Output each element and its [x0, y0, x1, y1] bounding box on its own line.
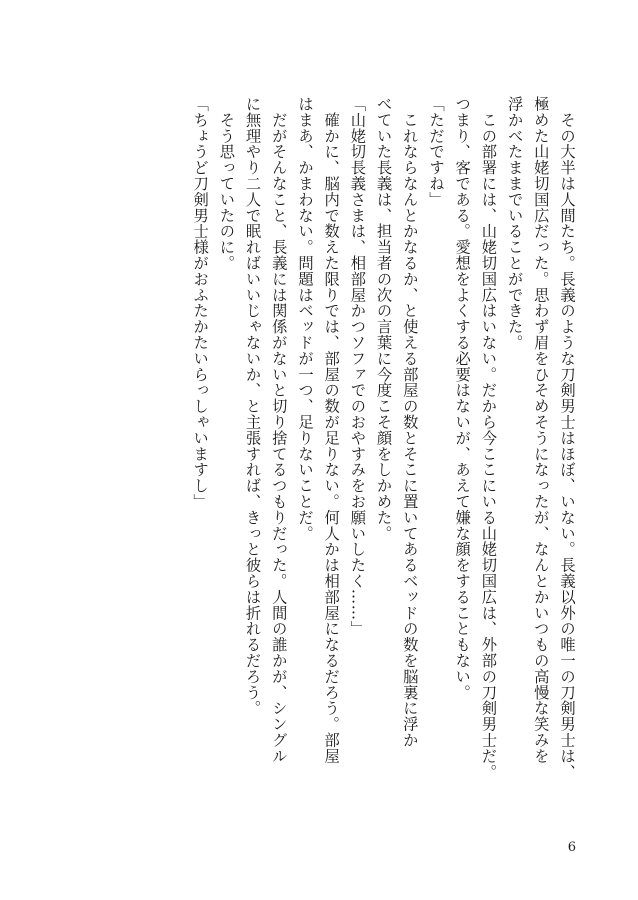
text-line: だがそんなこと、長義には関係がないと切り捨てるつもりだった。人間の誰かが、シングル [269, 96, 288, 764]
vertical-text-block [120, 96, 580, 786]
text-line: 浮かべたままでいることができた。 [505, 96, 524, 351]
text-line: つまり、客である。愛想をよくする必要はないが、あえて嫌な顔をすることもない。 [453, 96, 472, 701]
text-line: べていた長義は、担当者の次の言葉に今度こそ顔をしかめた。 [374, 96, 393, 542]
text-line: その大半は人間たち。長義のような刀剣男士はほぼ、いない。長義以外の唯一の刀剣男士は、 [558, 96, 576, 780]
text-line: この部署には、山姥切国広はいない。だから今ここにいる山姥切国広は、外部の刀剣男士だ。 [479, 96, 498, 780]
text-line: 「ただですね」 [426, 96, 445, 208]
page-number: 6 [567, 840, 576, 855]
text-line: 確かに、脳内で数えた限りでは、部屋の数が足りない。何人かは相部屋になるだろう。部屋 [322, 96, 341, 764]
text-line: 「ちょうど刀剣男士様がおふたかたいらっしゃいますし」 [191, 96, 210, 510]
text-line: に無理やり二人で眠ればいいじゃないか、と主張すれば、きっと彼らは折れるだろう。 [243, 96, 262, 717]
text-line: 「山姥切長義さまは、相部屋かつソファでのおやすみをお願いしたく……」 [348, 96, 367, 637]
text-line: はまあ、かまわない。問題はベッドが一つ、足りないことだ。 [295, 96, 314, 542]
text-line: これならなんとかなるか、と使える部屋の数とそこに置いてあるベッドの数を脳裏に浮か [400, 96, 419, 748]
text-line: そう思っていたのに。 [217, 96, 236, 271]
text-line: 極めた山姥切国広だった。思わず眉をひそめそうになったが、なんとかいつもの高慢な笑みを [531, 96, 550, 764]
